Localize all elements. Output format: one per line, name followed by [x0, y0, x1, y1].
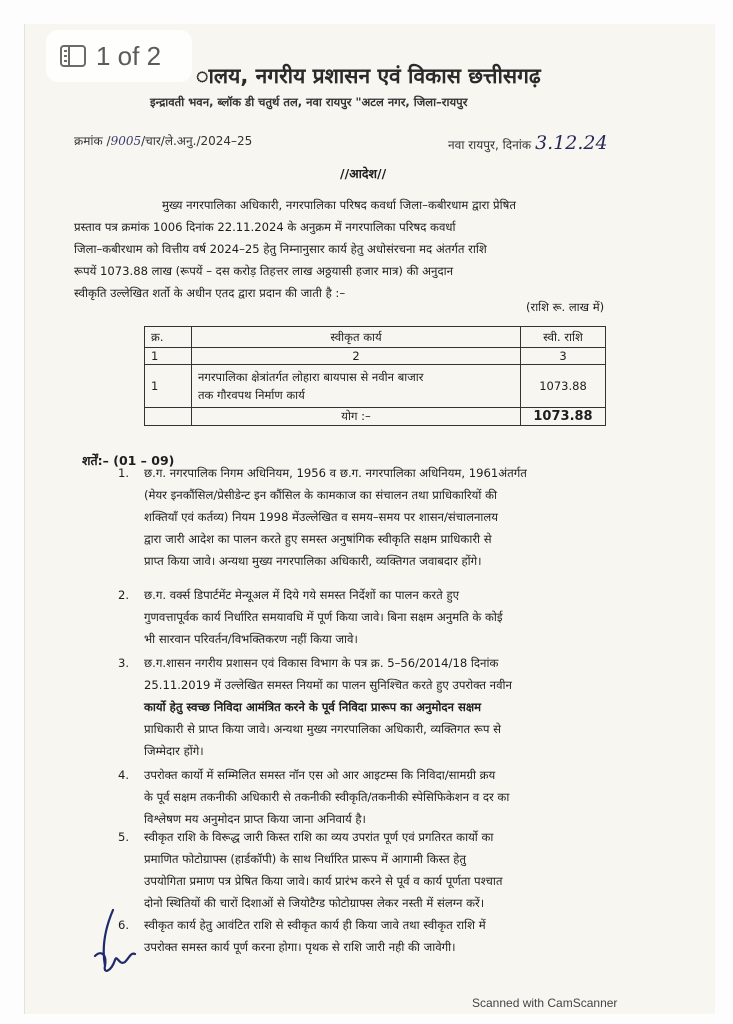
total-value: 1073.88 [521, 408, 606, 426]
col-header-sno: क्र. [145, 327, 192, 348]
condition-line: के पूर्व सक्षम तकनीकी अधिकारी से तकनीकी स्वीकृति/तकनीकी स्पेसिफिकेशन व दर का [144, 790, 510, 804]
condition-line: छ.ग. नगरपालिक निगम अधिनियम, 1956 व छ.ग. नगरपालिका अधिनियम, 1961अंतर्गत [144, 466, 527, 480]
condition-line: प्रमाणित फोटोग्राफ्स (हार्डकॉपी) के साथ निर्धारित प्रारूप में आगामी किस्त हेतु [144, 852, 467, 866]
conditions-heading: शर्तें:– (01 – 09) [82, 453, 175, 468]
condition-item [118, 764, 510, 830]
condition-item [118, 462, 527, 572]
margin-signature [91, 904, 141, 984]
page-indicator[interactable] [46, 30, 192, 82]
order-heading: //आदेश// [340, 166, 387, 181]
row-work-line: नगरपालिका क्षेत्रांतर्गत लोहारा बायपास से नवीन बाजार [198, 370, 424, 384]
condition-line: उपयोगिता प्रमाण पत्र प्रेषित किया जावे। कार्य प्रारंभ करने से पूर्व व कार्य पूर्णता पश्चात [144, 874, 503, 888]
condition-line: कार्यो हेतु स्वच्छ निविदा आमंत्रित करने के पूर्व निविदा प्रारूप का अनुमोदन सक्षम [144, 700, 482, 714]
condition-line: छ.ग. वर्क्स डिपार्टमेंट मेन्यूअल में दिये गये समस्त निर्देशों का पालन करते हुए [144, 588, 460, 602]
condition-number: 4. [118, 768, 130, 782]
condition-line: गुणवत्तापूर्वक कार्य निर्धारित समयावधि में पूर्ण किया जावे। बिना सक्षम अनुमति के कोई [144, 610, 503, 624]
condition-line: द्वारा जारी आदेश का पालन करते हुए समस्त अनुषांगिक स्वीकृति सक्षम प्राधिकारी से [144, 532, 492, 546]
row-work-line: तक गौरवपथ निर्माण कार्य [198, 388, 305, 402]
condition-number: 3. [118, 656, 130, 670]
intro-paragraph [74, 194, 642, 304]
amount-unit-note: (राशि रू. लाख में) [526, 300, 605, 314]
order-number-handwritten: 9005 [110, 134, 142, 148]
condition-item [118, 826, 503, 914]
intro-line: प्रस्ताव पत्र क्रमांक 1006 दिनांक 22.11.2024 के अनुक्रम में नगरपालिका परिषद कवर्धा [74, 220, 456, 234]
order-date-handwritten: 3.12.24 [535, 132, 608, 154]
condition-line: उपरोक्त कार्यो में सम्मिलित समस्त नॉन एस ओ आर आइटम्स कि निविदा/सामग्री क्रय [144, 768, 496, 782]
condition-line: स्वीकृत कार्य हेतु आवंटित राशि से स्वीकृत कार्य ही किया जावे तथा स्वीकृत राशि में [144, 918, 486, 932]
letterhead-title: ालय, नगरीय प्रशासन एवं विकास छत्तीसगढ़ [196, 64, 541, 88]
scanner-watermark: Scanned with CamScanner [472, 996, 618, 1010]
intro-line: जिला–कबीरधाम को वित्तीय वर्ष 2024–25 हेतु निम्नानुसार कार्य हेतु अधोसंरचना मद अंतर्गत राशि [74, 242, 487, 256]
page-indicator-label: 1 of 2 [96, 40, 162, 71]
condition-item [118, 914, 486, 958]
index-cell: 1 [145, 348, 192, 365]
condition-line: दोनो स्थितियों की चारों दिशाओं से जियोटैग्ड फोटोग्राफ्स लेकर नस्ती में संलग्न करें। [144, 896, 485, 910]
condition-line: जिम्मेदार होंगे। [144, 744, 204, 758]
total-label: योग :– [192, 408, 521, 426]
condition-line: प्राधिकारी से प्राप्त किया जावे। अन्यथा मुख्य नगरपालिका अधिकारी, व्यक्तिगत रूप से [144, 722, 501, 736]
condition-line: स्वीकृत राशि के विरूद्ध जारी किस्त राशि का व्यय उपरांत पूर्ण एवं प्रगतिरत कार्यो का [144, 830, 494, 844]
condition-line: शक्तियॉं एवं कर्तव्य) नियम 1998 मेंउल्लेखित व समय–समय पर शासन/संचालनालय [144, 510, 498, 524]
condition-number: 2. [118, 588, 130, 602]
table-row [145, 365, 606, 408]
condition-number: 5. [118, 830, 130, 844]
condition-line: उपरोक्त समस्त कार्य पूर्ण करना होगा। पृथक से राशि जारी नही की जावेगी। [144, 940, 456, 954]
condition-line: 25.11.2019 में उल्लेखित समस्त नियमों का पालन सुनिश्चित करते हुए उपरोक्त नवीन [144, 678, 512, 692]
intro-line: मुख्य नगरपालिका अधिकारी, नगरपालिका परिषद कवर्धा जिला–कबीरधाम द्वारा प्रेषित [162, 198, 516, 212]
condition-number: 1. [118, 466, 130, 480]
order-number [74, 132, 252, 149]
col-header-work: स्वीकृत कार्य [192, 327, 521, 348]
order-number-suffix: /चार/ले.अनु./2024–25 [141, 134, 253, 148]
condition-item [118, 652, 512, 762]
col-header-amount: स्वी. राशि [521, 327, 606, 348]
order-number-prefix: क्रमांक / [74, 134, 111, 148]
condition-number: 6. [118, 918, 130, 932]
works-table [144, 326, 606, 426]
row-sno: 1 [145, 365, 192, 408]
order-date [448, 132, 608, 154]
table-total-row [145, 408, 606, 426]
index-cell: 3 [521, 348, 606, 365]
condition-line: विश्लेषण मय अनुमोदन प्राप्त किया जाना अनिवार्य है। [144, 812, 366, 826]
condition-line: (मेयर इनकौंसिल/प्रेसीडेन्ट इन कौंसिल के कामकाज का संचालन तथा प्राधिकारियों की [144, 488, 497, 502]
row-amount: 1073.88 [521, 365, 606, 408]
table-header-row [145, 327, 606, 348]
condition-line: प्राप्त किया जावे। अन्यथा मुख्य नगरपालिका अधिकारी, व्यक्तिगत जवाबदार होंगे। [144, 554, 482, 568]
condition-item [118, 584, 503, 650]
total-empty-cell [145, 408, 192, 426]
condition-line: भी सारवान परिवर्तन/विभक्तिकरण नहीं किया जावे। [144, 632, 358, 646]
intro-line: रूपयें 1073.88 लाख (रूपयें – दस करोड़ तिहत्तर लाख अठ्ठयासी हजार मात्र) की अनुदान [74, 264, 454, 278]
intro-line: स्वीकृति उल्लेखित शर्तो के अधीन एतद द्वारा प्रदान की जाती है :– [74, 286, 346, 300]
condition-line: छ.ग.शासन नगरीय प्रशासन एवं विकास विभाग के पत्र क्र. 5–56/2014/18 दिनांक [144, 656, 499, 670]
page-thumbnails-icon [60, 45, 86, 67]
index-cell: 2 [192, 348, 521, 365]
table-index-row [145, 348, 606, 365]
letterhead-address: इन्द्रावती भवन, ब्लॉक डी चतुर्थ तल, नवा रायपुर "अटल नगर, जिला–रायपुर [150, 95, 468, 109]
row-work [192, 365, 521, 408]
order-date-label: नवा रायपुर, दिनांक [448, 138, 532, 152]
